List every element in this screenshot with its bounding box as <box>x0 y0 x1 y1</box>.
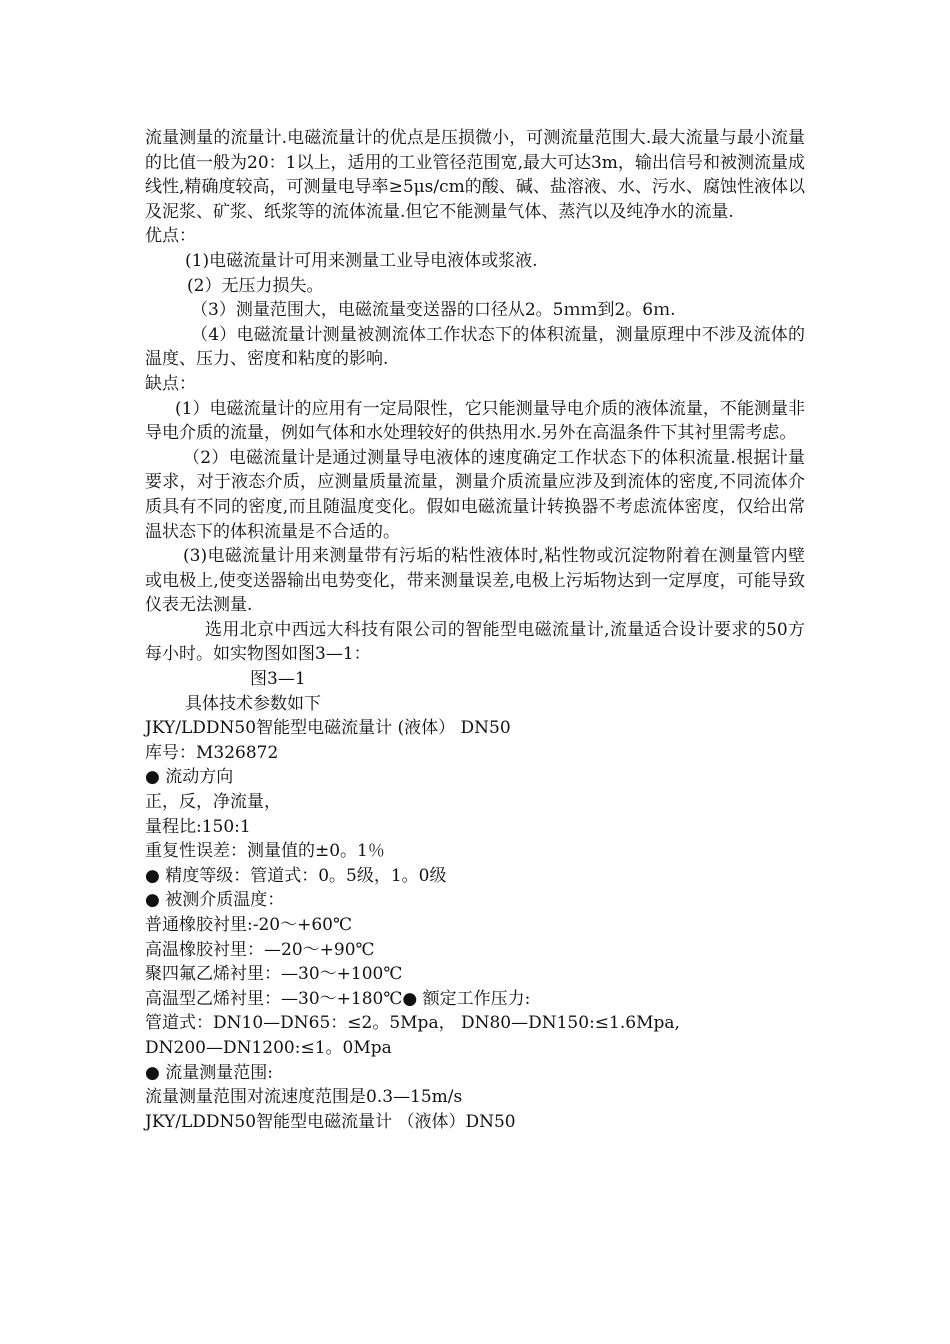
spec-flow-range: ● 流量测量范围: <box>145 1062 273 1083</box>
spec-stock-number: 库号：M326872 <box>145 742 279 763</box>
spec-model: JKY/LDDN50智能型电磁流量计 (液体） DN50 <box>145 718 511 739</box>
spec-flow-velocity: 流量测量范围对流速度范围是0.3—15m/s <box>145 1087 463 1108</box>
spec-flow-direction: ● 流动方向 <box>145 767 234 788</box>
spec-repeatability: 重复性误差：测量值的±0。1％ <box>145 841 385 862</box>
advantage-item-4: （4）电磁流量计测量被测流体工作状态下的体积流量，测量原理中不涉及流体的温度、压力、密度和粘度的影响. <box>145 324 805 370</box>
heading-advantages: 优点： <box>145 226 196 247</box>
spec-temp-high-rubber: 高温橡胶衬里：—20～+90℃ <box>145 939 375 960</box>
heading-disadvantages: 缺点： <box>145 373 196 394</box>
spec-model-repeat: JKY/LDDN50智能型电磁流量计 （液体）DN50 <box>145 1111 516 1132</box>
advantage-item-2: (2）无压力损失。 <box>187 275 324 296</box>
disadvantage-item-2: （2）电磁流量计是通过测量导电液体的速度确定工作状态下的体积流量.根据计量要求，对于液态介质，应测量质量流量，测量介质流量应涉及到流体的密度,不同流体介质具有不同的密度,而且随温度变化。假如电磁流量计转换器不考虑流体密度，仅给出常温状态下的体积流量是不合适的。 <box>145 447 805 542</box>
spec-pressure-large: DN200—DN1200:≤1。0Mpa <box>145 1037 392 1058</box>
document-body <box>145 126 805 1134</box>
figure-caption: 图3—1 <box>250 669 306 690</box>
spec-pressure-pipe: 管道式：DN10—DN65：≤2。5Mpa， DN80—DN150:≤1.6Mpa, <box>145 1013 680 1034</box>
spec-flow-direction-value: 正，反，净流量， <box>145 792 281 813</box>
disadvantage-item-1: (1）电磁流量计的应用有一定局限性，它只能测量导电介质的液体流量，不能测量非导电介质的流量，例如气体和水处理较好的供热用水.另外在高温条件下其衬里需考虑。 <box>145 398 805 444</box>
advantage-item-3: （3）测量范围大，电磁流量变送器的口径从2。5ｍｍ到2。6ｍ. <box>191 300 676 321</box>
spec-temp-ptfe: 聚四氟乙烯衬里：—30～+100℃ <box>145 964 403 985</box>
advantage-item-1: (1)电磁流量计可用来测量工业导电液体或浆液. <box>185 250 538 271</box>
spec-temp-high-ethylene: 高温型乙烯衬里：—30～+180℃● 额定工作压力: <box>145 988 531 1009</box>
spec-heading: 具体技术参数如下 <box>185 693 321 714</box>
spec-medium-temperature: ● 被测介质温度： <box>145 890 285 911</box>
paragraph-intro: 流量测量的流量计.电磁流量计的优点是压损微小，可测流量范围大.最大流量与最小流量的比值一般为20：1以上，适用的工业管径范围宽,最大可达3m，输出信号和被测流量成线性,精确度较高，可测量电导率≥5μs/cm的酸、碱、盐溶液、水、污水、腐蚀性液体以及泥浆、矿浆、纸浆等的流体流量.但它不能测量气体、蒸汽以及纯净水的流量. <box>145 128 805 222</box>
spec-range-ratio: 量程比:150:1 <box>145 816 251 837</box>
disadvantage-item-3: (3)电磁流量计用来测量带有污垢的粘性液体时,粘性物或沉淀物附着在测量管内壁或电极上,使变送器输出电势变化，带来测量误差,电极上污垢物达到一定厚度，可能导致仪表无法测量. <box>145 546 805 616</box>
paragraph-selection: 选用北京中西远大科技有限公司的智能型电磁流量计,流量适合设计要求的50方每小时。如实物图如图3—1： <box>145 619 805 665</box>
spec-temp-rubber: 普通橡胶衬里:-20～+60℃ <box>145 915 352 935</box>
spec-accuracy: ● 精度等级：管道式：0。5级，1。0级 <box>145 865 447 886</box>
